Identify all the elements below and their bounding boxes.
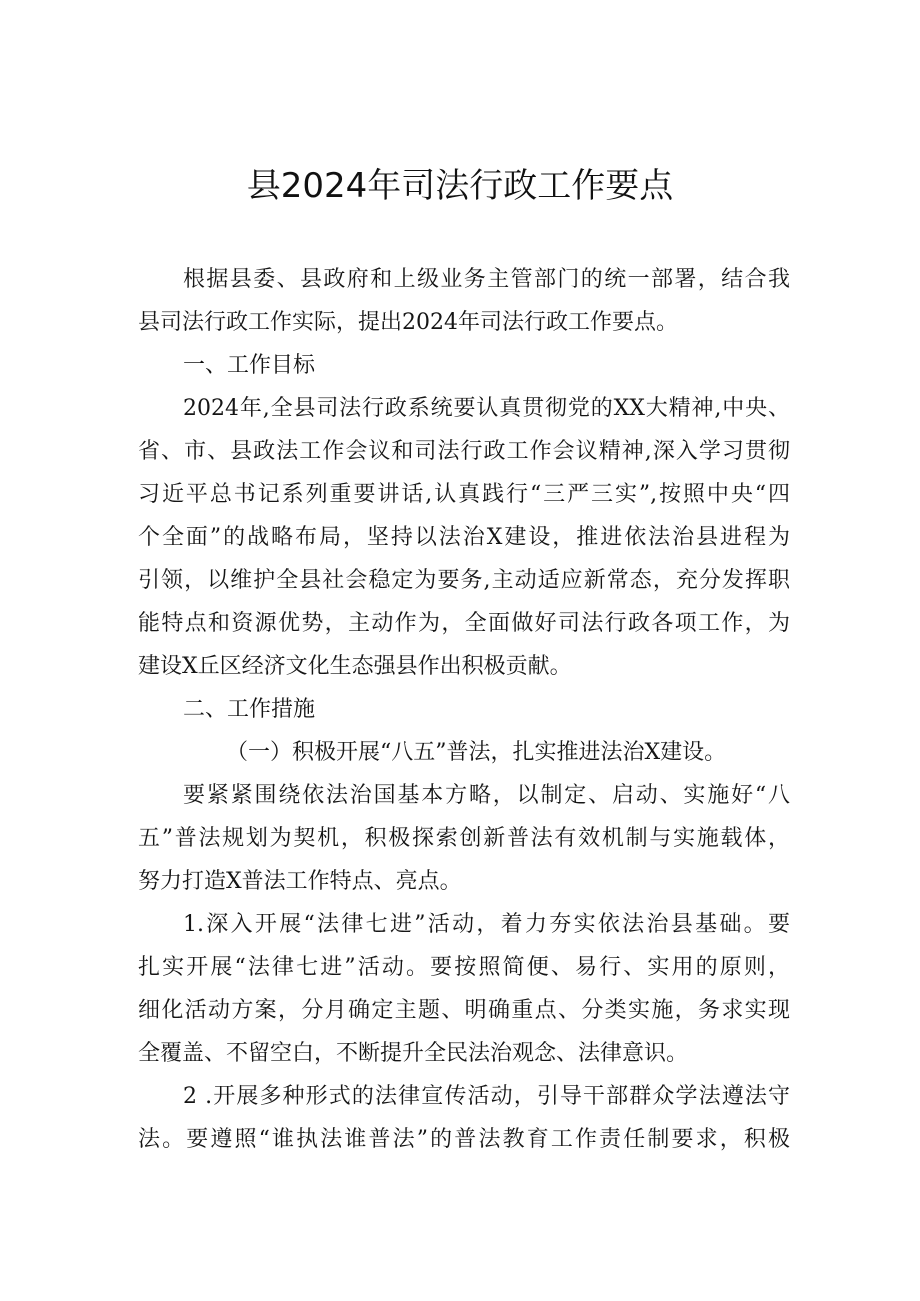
document-body [138, 258, 790, 1161]
list-item-line: 法。要遵照“谁执法谁普法”的普法教育工作责任制要求，积极 [138, 1127, 790, 1152]
paragraph-line: 要紧紧围绕依法治国基本方略，以制定、启动、实施好“八 [183, 783, 790, 808]
section-heading-goals: 一、工作目标 [183, 353, 316, 378]
paragraph-line: 习近平总书记系列重要讲话,认真践行“三严三实”,按照中央“四 [138, 482, 790, 507]
paragraph-line: 省、市、县政法工作会议和司法行政工作会议精神,深入学习贯彻 [138, 439, 790, 464]
paragraph-line: 2024年,全县司法行政系统要认真贯彻党的XX大精神,中央、 [183, 396, 790, 421]
list-item-line: 2 .开展多种形式的法律宣传活动，引导干部群众学法遵法守 [183, 1084, 790, 1109]
list-item-line: 全覆盖、不留空白，不断提升全民法治观念、法律意识。 [138, 1041, 689, 1066]
list-item-line: 1.深入开展“法律七进”活动，着力夯实依法治县基础。要 [183, 912, 790, 937]
paragraph-line: 五”普法规划为契机，积极探索创新普法有效机制与实施载体， [138, 826, 790, 851]
paragraph-line: 建设X丘区经济文化生态强县作出积极贡献。 [138, 654, 572, 679]
list-item-line: 细化活动方案，分月确定主题、明确重点、分类实施，务求实现 [138, 998, 790, 1023]
paragraph-line: 努力打造X普法工作特点、亮点。 [138, 869, 462, 894]
paragraph-line: 个全面”的战略布局，坚持以法治X建设，推进依法治县进程为 [138, 525, 790, 550]
subsection-heading: （一）积极开展“八五”普法，扎实推进法治X建设。 [226, 740, 727, 765]
document-title: 县2024年司法行政工作要点 [246, 166, 674, 206]
list-item-line: 扎实开展“法律七进”活动。要按照简便、易行、实用的原则， [138, 955, 790, 980]
intro-line: 县司法行政工作实际，提出2024年司法行政工作要点。 [138, 310, 678, 335]
paragraph-line: 能特点和资源优势，主动作为，全面做好司法行政各项工作，为 [138, 611, 790, 636]
intro-line: 根据县委、县政府和上级业务主管部门的统一部署，结合我 [183, 267, 790, 292]
paragraph-line: 引领，以维护全县社会稳定为要务,主动适应新常态，充分发挥职 [138, 568, 790, 593]
section-heading-measures: 二、工作措施 [183, 697, 316, 722]
